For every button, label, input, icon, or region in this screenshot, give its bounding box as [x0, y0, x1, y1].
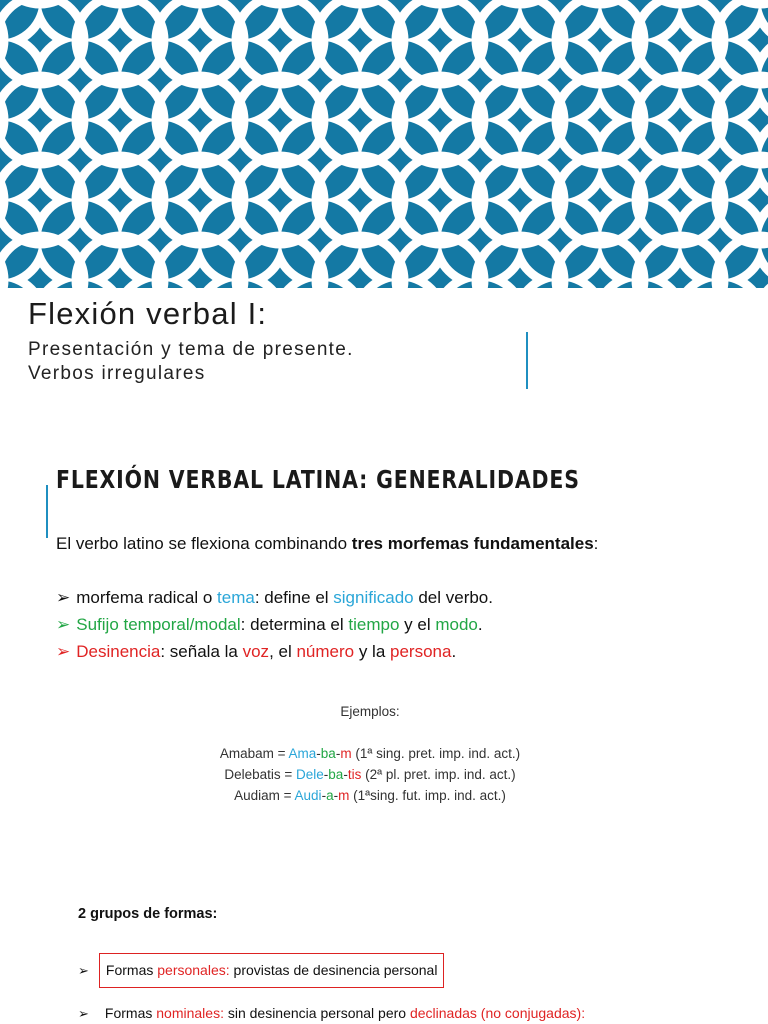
subtitle-line: Presentación y tema de presente. — [28, 339, 354, 360]
arrow-bullet-icon: ➢ — [56, 615, 71, 634]
groups-heading: 2 grupos de formas: — [78, 906, 218, 922]
page-title: Flexión verbal I: — [28, 296, 268, 331]
arrow-bullet-icon: ➢ — [56, 588, 71, 607]
accent-bar — [526, 332, 528, 389]
examples-block — [0, 701, 740, 806]
arrow-bullet-icon: ➢ — [78, 963, 89, 978]
example-row: Audiam = Audi-a-m (1ªsing. fut. imp. ind. act.) — [234, 788, 506, 803]
subtitle-line: Verbos irregulares — [28, 363, 206, 384]
examples-heading: Ejemplos: — [340, 704, 400, 719]
highlight-box: Formas personales: provistas de desinencia personal — [99, 953, 445, 988]
content-slide — [0, 440, 768, 1024]
example-row: Delebatis = Dele-ba-tis (2ª pl. pret. imp. ind. act.) — [224, 767, 516, 782]
circle-lattice-pattern — [0, 0, 768, 288]
bullet-item: ➢ morfema radical o tema: define el significado del verbo. — [56, 588, 493, 607]
title-slide — [0, 288, 768, 400]
bullet-item: ➢ Sufijo temporal/modal: determina el tiempo y el modo. — [56, 615, 483, 634]
bullet-item: ➢ Desinencia: señala la voz, el número y la persona. — [56, 642, 457, 661]
subtitle — [28, 338, 354, 386]
example-row: Amabam = Ama-ba-m (1ª sing. pret. imp. ind. act.) — [219, 746, 521, 761]
arrow-bullet-icon: ➢ — [56, 642, 71, 661]
form-group-item — [78, 953, 444, 988]
section-heading: FLEXIÓN VERBAL LATINA: GENERALIDADES — [56, 465, 580, 494]
decorative-banner — [0, 0, 768, 288]
accent-bar — [46, 485, 48, 538]
intro-text: El verbo latino se flexiona combinando tres morfemas fundamentales: — [56, 534, 599, 553]
arrow-bullet-icon: ➢ — [78, 1006, 89, 1021]
form-group-item: ➢ Formas nominales: sin desinencia personal pero declinadas (no conjugadas): — [78, 1005, 586, 1021]
